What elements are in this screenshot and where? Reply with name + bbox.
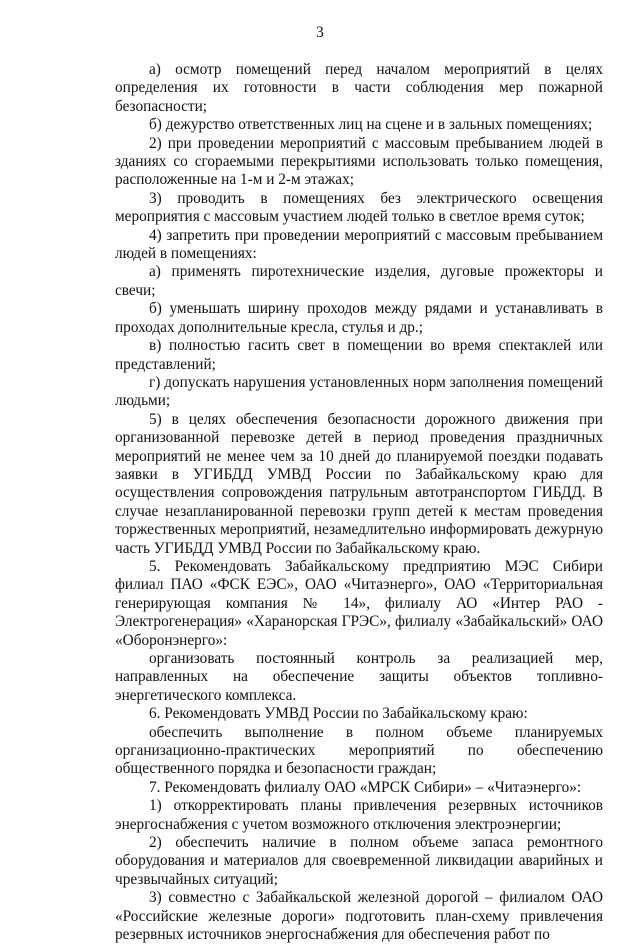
- paragraph: 5. Рекомендовать Забайкальскому предприятию МЭС Сибири филиал ПАО «ФСК ЕЭС», ОАО «Читаэнерго», ОАО «Территориальная генерирующая компания № 14», филиалу АО «Интер РАО - Электрогенерация» «Харанорская ГРЭС», филиалу «Забайкальский» ОАО «Оборонэнерго»:: [115, 557, 603, 649]
- paragraph: б) уменьшать ширину проходов между рядами и устанавливать в проходах дополнительные кресла, стулья и др.;: [115, 300, 603, 336]
- paragraph: 3) совместно с Забайкальской железной дорогой – филиалом ОАО «Российские железные дороги» подготовить план-схему привлечения резервных источников энергоснабжения для обеспечения работ по: [115, 889, 603, 944]
- paragraph: в) полностью гасить свет в помещении во время спектаклей или представлений;: [115, 337, 603, 373]
- paragraph: 1) откорректировать планы привлечения резервных источников энергоснабжения с учетом возможного отключения электроэнергии;: [115, 797, 603, 833]
- paragraph: 5) в целях обеспечения безопасности дорожного движения при организованной перевозке детей в период проведения праздничных мероприятий не менее чем за 10 дней до планируемой поездки подавать заявки в УГИБДД УМВД России по Забайкальскому краю для осуществления сопровождения патрульным автотранспортом ГИБДД. В случае незапланированной перевозки групп детей к местам проведения торжественных мероприятий, незамедлительно информировать дежурную часть УГИБДД УМВД России по Забайкальскому краю.: [115, 410, 603, 557]
- paragraph: 6. Рекомендовать УМВД России по Забайкальскому краю:: [149, 705, 528, 723]
- paragraph: г) допускать нарушения установленных норм заполнения помещений людьми;: [115, 373, 603, 410]
- paragraph: 2) при проведении мероприятий с массовым пребыванием людей в зданиях со сгораемыми перекрытиями использовать только помещения, расположенные на 1-м и 2-м этажах;: [115, 134, 603, 189]
- paragraph: 2) обеспечить наличие в полном объеме запаса ремонтного оборудования и материалов для своевременной ликвидации аварийных и чрезвычайных ситуаций;: [115, 834, 603, 888]
- paragraph: 4) запретить при проведении мероприятий с массовым пребыванием людей в помещениях:: [115, 226, 603, 263]
- paragraph: а) осмотр помещений перед началом мероприятий в целях определения их готовности в части соблюдения мер пожарной безопасности;: [115, 61, 603, 115]
- paragraph: организовать постоянный контроль за реализацией мер, направленных на обеспечение защиты объектов топливно-энергетического комплекса.: [115, 650, 603, 704]
- paragraph: обеспечить выполнение в полном объеме планируемых организационно-практических мероприятий по обеспечению общественного порядка и безопасности граждан;: [115, 723, 603, 778]
- page-number: 3: [316, 24, 324, 41]
- paragraph: б) дежурство ответственных лиц на сцене и в зальных помещениях;: [149, 116, 593, 134]
- paragraph: 7. Рекомендовать филиалу ОАО «МРСК Сибири» – «Читаэнерго»:: [149, 778, 582, 796]
- paragraph: а) применять пиротехнические изделия, дуговые прожекторы и свечи;: [115, 263, 603, 299]
- document-body: [115, 61, 603, 945]
- paragraph: 3) проводить в помещениях без электрического освещения мероприятия с массовым участием людей только в светлое время суток;: [115, 189, 603, 226]
